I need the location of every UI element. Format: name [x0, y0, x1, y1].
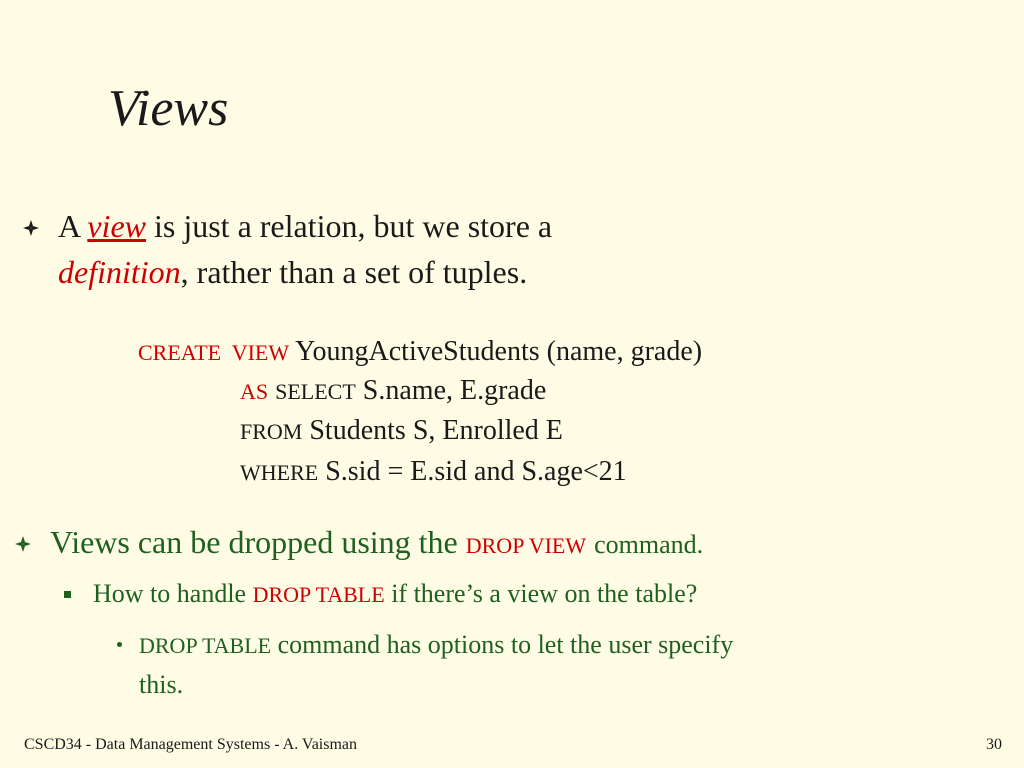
sub-bullet-1-pre: How to handle: [93, 579, 247, 608]
sub-bullet-2-line-2: this.: [139, 670, 184, 699]
sql-keyword-where: WHERE: [240, 460, 319, 485]
bullet-1-mid: is just a relation, but we store a: [153, 208, 553, 244]
sub-bullet-1-post: if there’s a view on the table?: [391, 579, 698, 608]
sql-select-list: S.name, E.grade: [362, 375, 547, 406]
sql-keyword-create-view: CREATE VIEW: [138, 340, 290, 365]
diamond-bullet-icon: [14, 535, 32, 553]
bullet-2-post: command.: [594, 530, 704, 559]
footer-text: CSCD34 - Data Management Systems - A. Vaisman: [24, 736, 358, 753]
square-bullet-icon: [64, 591, 71, 598]
term-definition: definition: [58, 254, 181, 290]
term-view: view: [87, 208, 146, 244]
bullet-1-pre: A: [58, 208, 80, 244]
sub-bullet-1: [93, 576, 697, 613]
sub-bullet-2-line-1: [139, 627, 733, 664]
sub-bullet-2-post: command has options to let the user specify: [277, 630, 734, 659]
sql-line-4: [240, 452, 627, 493]
bullet-2-pre: Views can be dropped using the: [50, 524, 458, 560]
keyword-drop-table: DROP TABLE: [252, 582, 385, 607]
sql-line-1: [138, 332, 702, 373]
sql-keyword-from: FROM: [240, 419, 303, 444]
keyword-drop-table-2: DROP TABLE: [139, 633, 272, 658]
bullet-1-line-2: [58, 249, 527, 295]
keyword-drop-view: DROP VIEW: [465, 533, 587, 558]
sql-where-condition: S.sid = E.sid and S.age<21: [325, 456, 627, 487]
sql-line-2: [240, 371, 546, 412]
sql-from-list: Students S, Enrolled E: [309, 415, 563, 446]
diamond-bullet-icon: [22, 219, 40, 237]
sql-view-name: YoungActiveStudents (name, grade): [295, 336, 703, 367]
dot-bullet-icon: [117, 642, 122, 647]
bullet-1-line-1: [58, 203, 552, 249]
sql-keyword-as: AS: [240, 379, 269, 404]
sql-keyword-select: SELECT: [275, 379, 356, 404]
sql-line-3: [240, 411, 563, 452]
slide-number: 30: [986, 736, 1002, 753]
bullet-1-post: , rather than a set of tuples.: [180, 254, 528, 290]
bullet-2: [50, 519, 703, 569]
slide-title: Views: [108, 80, 229, 137]
